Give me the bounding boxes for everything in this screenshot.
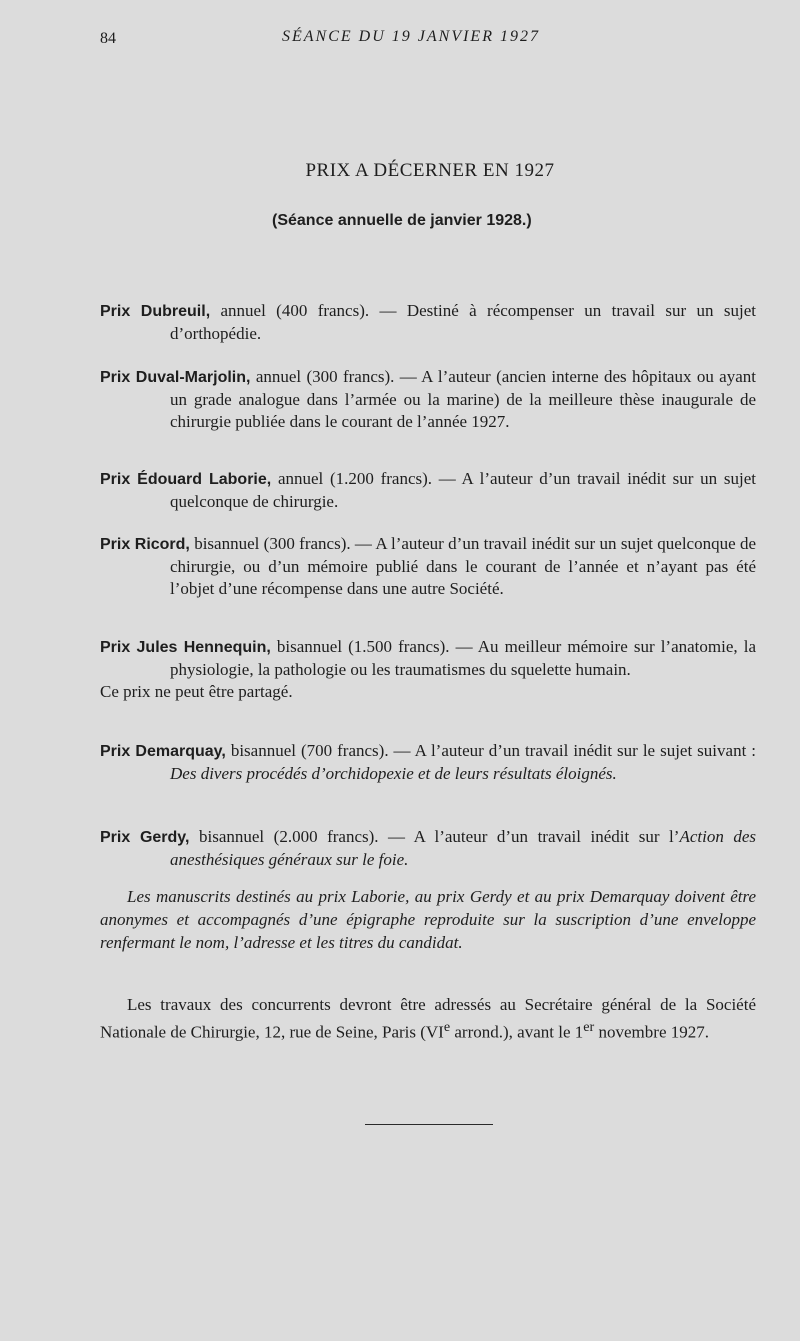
prize-text: annuel (300 francs). — A l’auteur (ancien interne des hôpitaux ou ayant un grade analogue dans l’armée ou la marine) de la meilleure thèse inaugurale de chirurgie publiée dans le courant de l’année 1927. (170, 367, 756, 431)
prize-dubreuil (100, 300, 756, 345)
prize-laborie (100, 468, 756, 513)
closing-text: novembre 1927. (594, 1022, 709, 1042)
prize-name: Prix Édouard Laborie, (100, 471, 272, 488)
prize-name: Prix Jules Hennequin, (100, 639, 271, 656)
closing-superscript: er (583, 1019, 595, 1035)
section-divider (365, 1124, 493, 1125)
manuscript-note: Les manuscrits destinés au prix Laborie, au prix Gerdy et au prix Demarquay doivent être anonymes et accompagnés d’une épigraphe reproduite sur la suscription d’une enveloppe renfermant le nom, l’adresse et les titres du candidat. (100, 887, 756, 952)
prize-text: bisannuel (300 francs). — A l’auteur d’un travail inédit sur un sujet quelconque de chirurgie, ou d’un mémoire publié dans le courant de l’année et n’ayant pas été l’objet d’une récompense dans une autre Société. (170, 534, 756, 598)
prize-text: bisannuel (1.500 francs). — Au meilleur mémoire sur l’anatomie, la physiologie, la pathologie ou les traumatismes du squelette humain. (170, 637, 756, 679)
prize-hennequin (100, 636, 756, 703)
prize-subject: Des divers procédés d’orchidopexie et de leurs résultats éloignés. (170, 764, 617, 783)
prize-subject: Action des anesthésiques généraux sur le foie. (170, 827, 756, 869)
prize-name: Prix Gerdy, (100, 829, 190, 846)
prize-text: bisannuel (2.000 francs). — A l’auteur d’un travail inédit sur l’ (189, 827, 680, 846)
running-title: SÉANCE DU 19 JANVIER 1927 (282, 28, 540, 45)
page-subtitle: (Séance annuelle de janvier 1928.) (272, 212, 532, 229)
closing-superscript: e (443, 1019, 451, 1035)
closing-text: arrond.), avant le 1 (450, 1022, 584, 1042)
prize-name: Prix Demarquay, (100, 743, 226, 760)
closing-text: Les travaux des concurrents devront être adressés au Secrétaire général de la Société Nationale de Chirurgie, 12, rue de Seine, Paris (VI (100, 995, 756, 1042)
prize-gerdy (100, 826, 756, 871)
page-title: PRIX A DÉCERNER EN 1927 (305, 160, 555, 181)
closing-paragraph (100, 993, 756, 1044)
prize-text: annuel (1.200 francs). — A l’auteur d’un travail inédit sur un sujet quelconque de chirurgie. (170, 469, 757, 511)
prize-name: Prix Dubreuil, (100, 303, 211, 320)
prize-text: bisannuel (700 francs). — A l’auteur d’un travail inédit sur le sujet suivant : (225, 741, 757, 760)
prize-name: Prix Ricord, (100, 536, 190, 553)
prize-duval-marjolin (100, 366, 756, 433)
running-header (0, 28, 800, 50)
prize-name: Prix Duval-Marjolin, (100, 369, 251, 386)
prize-demarquay (100, 740, 756, 785)
prize-note: Ce prix ne peut être partagé. (100, 682, 293, 701)
prize-ricord (100, 533, 756, 600)
prize-text: annuel (400 francs). — Destiné à récompenser un travail sur un sujet d’orthopédie. (170, 301, 756, 343)
page-number: 84 (100, 30, 116, 47)
